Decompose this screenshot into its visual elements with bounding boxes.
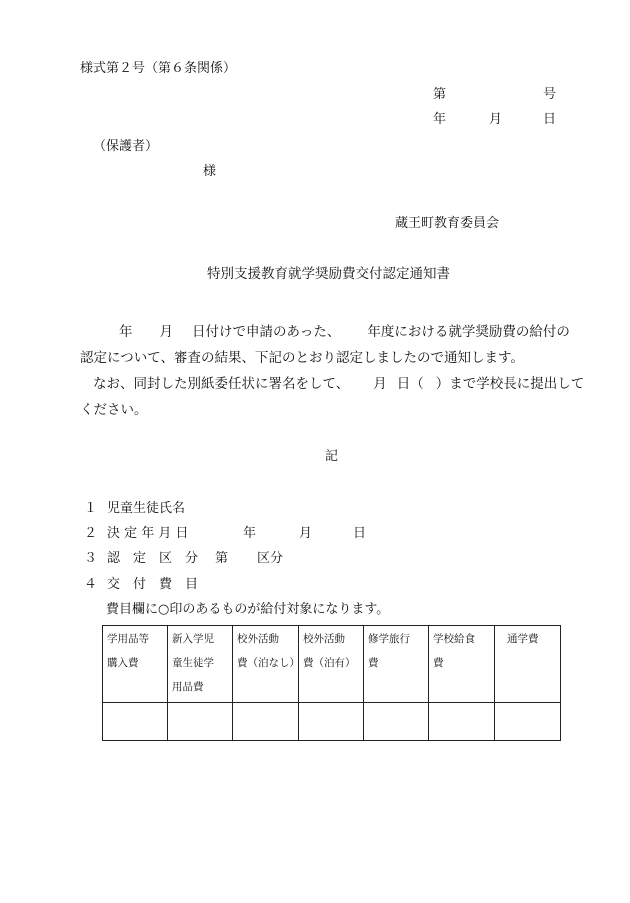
body-date-suffix: 日付けで申請のあった、: [192, 324, 341, 340]
fee-header-line: 修学旅行: [368, 633, 410, 645]
fee-header-line: 校外活動: [237, 633, 279, 645]
body-line-3-start: なお、同封した別紙委任状に署名をして、: [93, 376, 350, 392]
body-line-3-month: 月: [373, 376, 387, 392]
fee-header-cell: [429, 626, 495, 703]
issuer-name: 蔵王町教育委員会: [395, 216, 500, 231]
fee-header-line: 費（泊なし）: [237, 657, 300, 669]
doc-number-suffix: 号: [543, 87, 557, 102]
fee-header-line: 通学費: [507, 633, 539, 645]
fee-header-line: 用品費: [172, 681, 204, 693]
fee-table: [102, 625, 561, 741]
fee-header-cell: [364, 626, 429, 703]
fee-mark-cell[interactable]: [168, 703, 233, 741]
fee-header-line: 新入学児: [172, 633, 214, 645]
fee-mark-cell[interactable]: [233, 703, 299, 741]
item-3-suffix: 区分: [257, 551, 284, 566]
fee-header-line: 費（泊有）: [303, 657, 356, 669]
fee-header-line: 学校給食: [433, 633, 475, 645]
item-2-month: 月: [299, 526, 313, 541]
body-line-1-rest: 年度における就学奨励費の給付の: [367, 324, 570, 340]
form-number-label: 様式第２号（第６条関係）: [80, 61, 237, 76]
item-2-day: 日: [353, 526, 367, 541]
fee-header-cell: [233, 626, 299, 703]
item-label: 決 定 年 月 日: [107, 526, 189, 541]
fee-header-cell: [299, 626, 364, 703]
fee-header-line: 童生徒学: [172, 657, 214, 669]
item-label: 交 付 費 目: [107, 577, 199, 592]
fee-header-line: 費: [368, 657, 379, 669]
recipient-honorific: 様: [203, 164, 217, 179]
body-year: 年: [119, 324, 133, 340]
fee-header-cell: [103, 626, 168, 703]
item-3-prefix: 第: [215, 551, 229, 566]
doc-date-year: 年: [433, 112, 447, 127]
item-number: ２: [84, 526, 98, 541]
item-label: 認 定 区 分: [107, 551, 199, 566]
fee-mark-cell[interactable]: [299, 703, 364, 741]
body-line-1: [80, 320, 570, 340]
body-line-3-close: ）まで学校長に提出して: [435, 376, 585, 392]
fee-mark-cell[interactable]: [429, 703, 495, 741]
doc-date-month: 月: [489, 112, 503, 127]
item-label: 児童生徒氏名: [107, 501, 186, 516]
fee-mark-cell[interactable]: [495, 703, 561, 741]
fee-note: 費目欄に○印のあるものが給付対象になります。: [106, 602, 390, 617]
item-2-year: 年: [243, 526, 257, 541]
fee-header-line: 校外活動: [303, 633, 345, 645]
ki-heading: 記: [325, 449, 339, 464]
document-title: 特別支援教育就学奨励費交付認定通知書: [207, 266, 450, 282]
fee-header-line: 学用品等: [107, 633, 149, 645]
body-line-4: ください。: [80, 402, 148, 418]
item-number: ４: [84, 577, 98, 592]
fee-mark-cell[interactable]: [103, 703, 168, 741]
body-line-2: 認定について、審査の結果、下記のとおり認定しましたので通知します。: [80, 350, 524, 366]
fee-header-line: 購入費: [107, 657, 139, 669]
fee-table-header-row: [103, 626, 561, 703]
doc-date-day: 日: [543, 112, 557, 127]
doc-number-prefix: 第: [433, 87, 447, 102]
fee-mark-cell[interactable]: [364, 703, 429, 741]
fee-header-cell: [495, 626, 561, 703]
body-line-3-day: 日（: [396, 376, 424, 392]
item-number: １: [84, 501, 98, 516]
item-number: ３: [84, 551, 98, 566]
body-line-3: [80, 372, 584, 392]
fee-header-line: 費: [433, 657, 444, 669]
fee-header-cell: [168, 626, 233, 703]
recipient-label: （保護者）: [93, 139, 159, 154]
body-month: 月: [159, 324, 173, 340]
fee-table-mark-row: [103, 703, 561, 741]
